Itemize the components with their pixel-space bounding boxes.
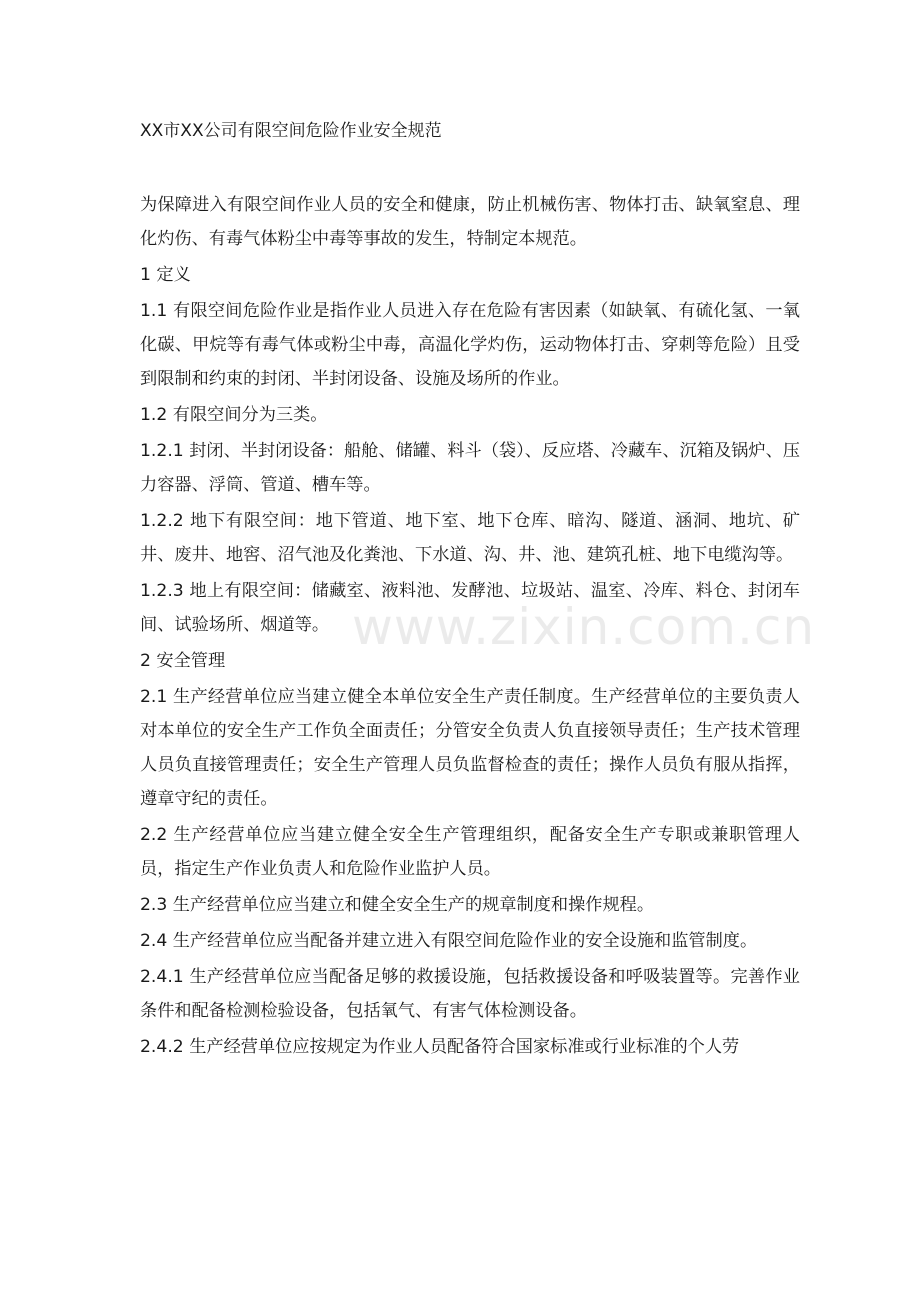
document-page <box>140 0 800 1302</box>
watermark-text: www.zixin.com.cn <box>352 598 816 656</box>
paragraph-2-4-1: 2.4.1 生产经营单位应当配备足够的救援设施，包括救援设备和呼吸装置等。完善作业条件和配备检测检验设备，包括氧气、有害气体检测设备。 <box>140 967 800 1021</box>
paragraph-1-2-3: 1.2.3 地上有限空间：储藏室、液料池、发酵池、垃圾站、温室、冷库、料仓、封闭车间、试验场所、烟道等。 <box>140 581 800 635</box>
paragraph-2-3: 2.3 生产经营单位应当建立和健全安全生产的规章制度和操作规程。 <box>140 895 655 915</box>
paragraph-1-2: 1.2 有限空间分为三类。 <box>140 405 328 425</box>
section-heading-2: 2 安全管理 <box>140 651 226 671</box>
document-title: XX市XX公司有限空间危险作业安全规范 <box>140 121 442 141</box>
paragraph-1-2-1: 1.2.1 封闭、半封闭设备：船舱、储罐、料斗（袋）、反应塔、冷藏车、沉箱及锅炉、压力容器、浮筒、管道、槽车等。 <box>140 441 800 495</box>
paragraph-2-2: 2.2 生产经营单位应当建立健全安全生产管理组织，配备安全生产专职或兼职管理人员，指定生产作业负责人和危险作业监护人员。 <box>140 825 800 879</box>
paragraph-2-4: 2.4 生产经营单位应当配备并建立进入有限空间危险作业的安全设施和监管制度。 <box>140 931 758 951</box>
paragraph-1-1: 1.1 有限空间危险作业是指作业人员进入存在危险有害因素（如缺氧、有硫化氢、一氧化碳、甲烷等有毒气体或粉尘中毒，高温化学灼伤，运动物体打击、穿刺等危险）且受到限制和约束的封闭、半封闭设备、设施及场所的作业。 <box>140 301 800 389</box>
paragraph-intro: 为保障进入有限空间作业人员的安全和健康，防止机械伤害、物体打击、缺氧窒息、理化灼伤、有毒气体粉尘中毒等事故的发生，特制定本规范。 <box>140 195 800 249</box>
paragraph-1-2-2: 1.2.2 地下有限空间：地下管道、地下室、地下仓库、暗沟、隧道、涵洞、地坑、矿井、废井、地窖、沼气池及化粪池、下水道、沟、井、池、建筑孔桩、地下电缆沟等。 <box>140 511 800 565</box>
paragraph-2-4-2: 2.4.2 生产经营单位应按规定为作业人员配备符合国家标准或行业标准的个人劳 <box>140 1037 740 1057</box>
document-body <box>140 188 800 1066</box>
paragraph-2-1: 2.1 生产经营单位应当建立健全本单位安全生产责任制度。生产经营单位的主要负责人对本单位的安全生产工作负全面责任；分管安全负责人负直接领导责任；生产技术管理人员负直接管理责任；安全生产管理人员负监督检查的责任；操作人员负有服从指挥，遵章守纪的责任。 <box>140 687 800 809</box>
section-heading-1: 1 定义 <box>140 265 191 285</box>
